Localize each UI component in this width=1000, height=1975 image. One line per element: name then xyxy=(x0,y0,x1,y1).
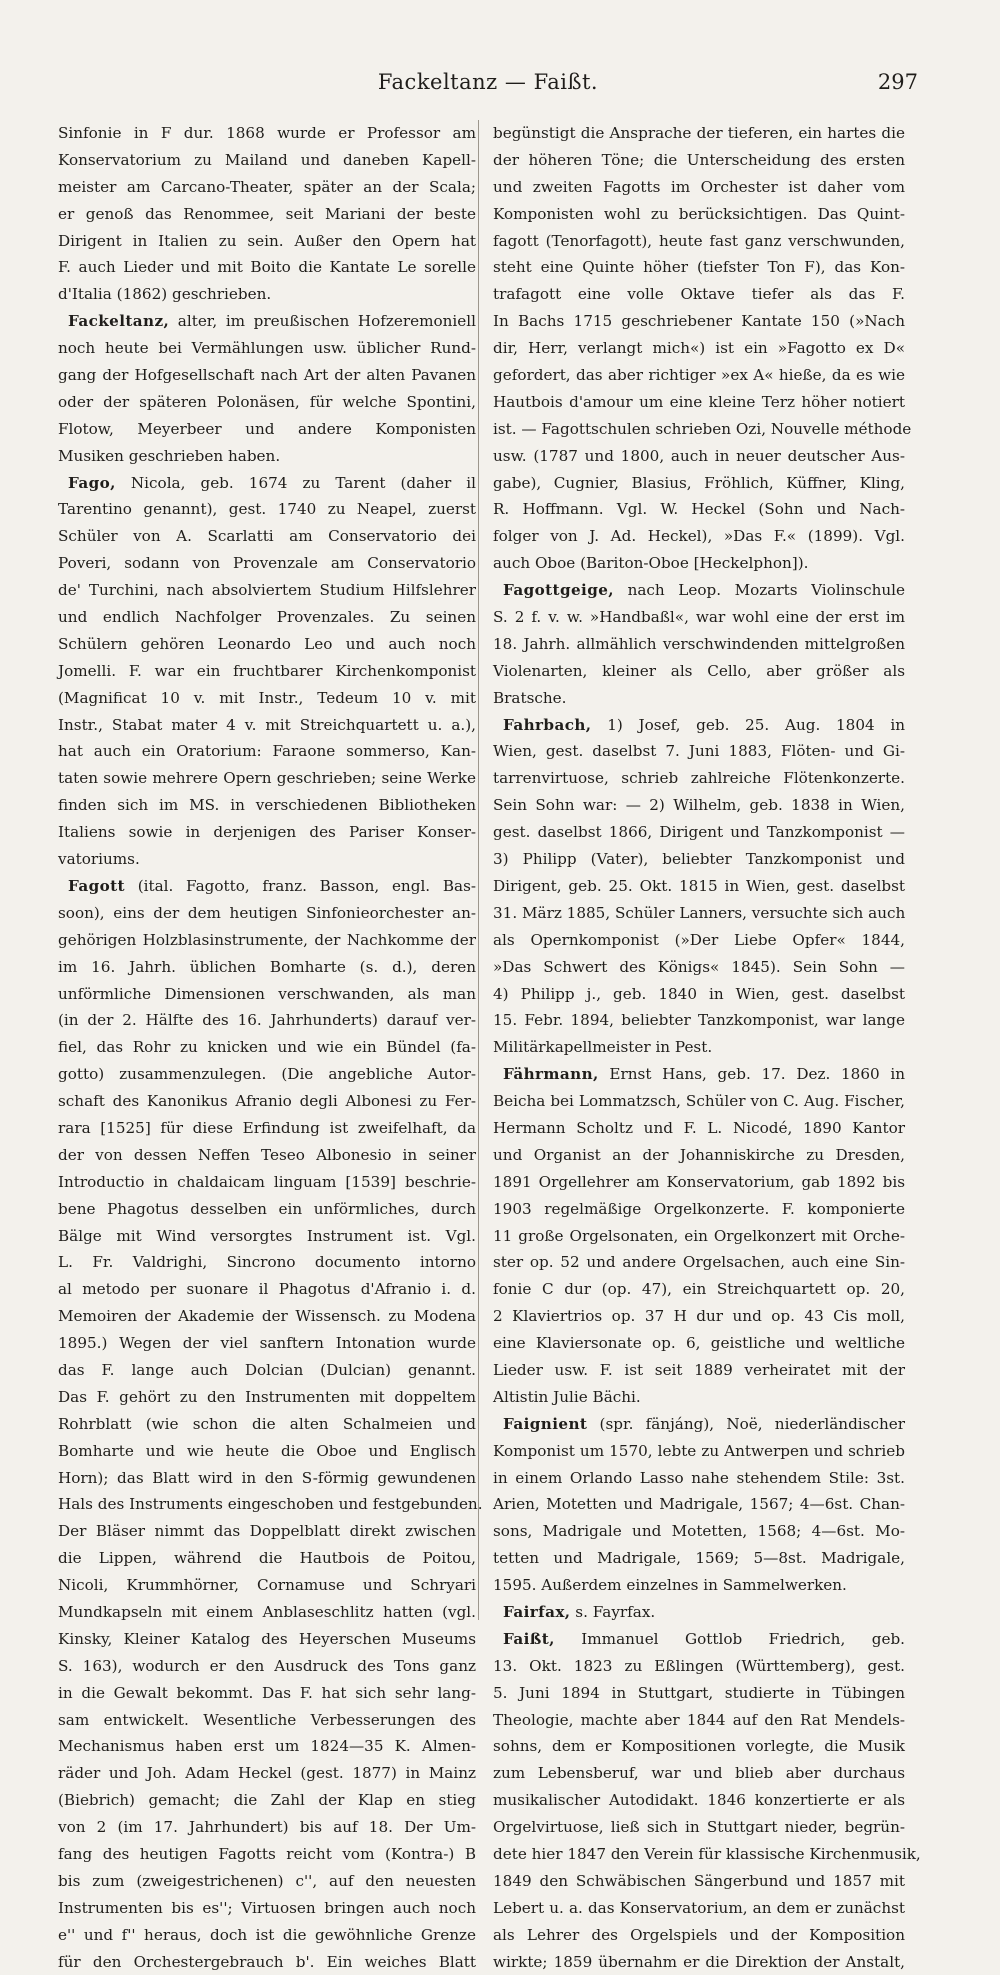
text-line xyxy=(58,1330,476,1357)
line-text: Militärkapellmeister in Pest. xyxy=(493,1038,713,1057)
line-text: Immanuel Gottlob Friedrich, geb. xyxy=(554,1629,905,1648)
line-text: und endlich Nachfolger Provenzales. Zu seinen xyxy=(58,608,476,627)
line-text: gabe), Cugnier, Blasius, Fröhlich, Küffner, Kling, xyxy=(493,473,905,492)
text-line xyxy=(58,201,476,228)
entry-first-line xyxy=(58,470,476,497)
line-text: al metodo per suonare il Phagotus d'Afranio i. d. xyxy=(58,1280,476,1299)
text-line xyxy=(58,1169,476,1196)
line-text: Beicha bei Lommatzsch, Schüler von C. Aug. Fischer, xyxy=(493,1092,905,1111)
line-text: für den Orchestergebrauch b'. Ein weiches Blatt xyxy=(58,1952,476,1971)
line-text: Kinsky, Kleiner Katalog des Heyerschen Museums xyxy=(58,1629,476,1648)
line-text: sam entwickelt. Wesentliche Verbesserungen des xyxy=(58,1710,476,1729)
text-line xyxy=(58,1465,476,1492)
text-line xyxy=(493,1115,905,1142)
headword: Fagott xyxy=(68,876,125,895)
text-line xyxy=(58,685,476,712)
line-text: alter, im preußischen Hofzeremoniell xyxy=(169,312,476,331)
page-number: 297 xyxy=(877,70,918,94)
line-text: s. Fayrfax. xyxy=(570,1602,656,1621)
line-text: bis zum (zweigestrichenen) c'', auf den neuesten xyxy=(58,1871,476,1890)
text-line xyxy=(58,362,476,389)
line-text: R. Hoffmann. Vgl. W. Heckel (Sohn und Nach- xyxy=(493,500,905,519)
line-text: schaft des Kanonikus Afranio degli Albonesi zu Fer- xyxy=(58,1092,476,1111)
line-text: Instr., Stabat mater 4 v. mit Streichquartett u. a.), xyxy=(58,715,476,734)
text-line xyxy=(58,281,476,308)
text-line xyxy=(493,1895,905,1922)
line-text: 1891 Orgellehrer am Konservatorium, gab 1892 bis xyxy=(493,1172,905,1191)
text-line xyxy=(493,1653,905,1680)
line-text: finden sich im MS. in verschiedenen Bibliotheken xyxy=(58,796,476,815)
line-text: die Lippen, während die Hautbois de Poitou, xyxy=(58,1549,476,1568)
text-line xyxy=(493,1384,905,1411)
line-text: 4) Philipp j., geb. 1840 in Wien, gest. daselbst xyxy=(493,984,905,1003)
line-text: Dirigent in Italien zu sein. Außer den Opern hat xyxy=(58,231,476,250)
text-line xyxy=(58,1868,476,1895)
text-line xyxy=(58,577,476,604)
line-text: Dirigent, geb. 25. Okt. 1815 in Wien, gest. daselbst xyxy=(493,876,905,895)
line-text: auch Oboe (Bariton-Oboe [Heckelphon]). xyxy=(493,554,809,573)
text-line xyxy=(493,658,905,685)
text-line xyxy=(58,1142,476,1169)
line-text: gefordert, das aber richtiger »ex A« hieße, da es wie xyxy=(493,366,905,385)
text-line xyxy=(58,765,476,792)
line-text: Schüler von A. Scarlatti am Conservatorio dei xyxy=(58,527,476,546)
text-line xyxy=(58,1599,476,1626)
line-text: Bratsche. xyxy=(493,688,567,707)
text-line xyxy=(493,550,905,577)
text-line xyxy=(58,120,476,147)
text-line xyxy=(493,954,905,981)
text-line xyxy=(58,631,476,658)
line-text: In Bachs 1715 geschriebener Kantate 150 (»Nach xyxy=(493,312,905,331)
line-text: im 16. Jahrh. üblichen Bomharte (s. d.), deren xyxy=(58,957,476,976)
line-text: 3) Philipp (Vater), beliebter Tanzkomponist und xyxy=(493,850,905,869)
line-text: Hermann Scholtz und F. L. Nicodé, 1890 Kantor xyxy=(493,1118,905,1137)
line-text: Komponisten wohl zu berücksichtigen. Das Quint- xyxy=(493,204,905,223)
text-line xyxy=(493,1196,905,1223)
text-line xyxy=(493,1841,921,1868)
line-text: S. 163), wodurch er den Ausdruck des Tons ganz xyxy=(58,1656,476,1675)
text-line xyxy=(58,523,476,550)
text-line xyxy=(58,1733,476,1760)
text-line xyxy=(58,658,476,685)
text-line xyxy=(58,1303,476,1330)
text-line xyxy=(58,228,476,255)
line-text: unförmliche Dimensionen verschwanden, als man xyxy=(58,984,476,1003)
line-text: 5. Juni 1894 in Stuttgart, studierte in Tübingen xyxy=(493,1683,905,1702)
line-text: 1) Josef, geb. 25. Aug. 1804 in xyxy=(591,715,905,734)
line-text: gotto) zusammenzulegen. (Die angebliche Autor- xyxy=(58,1065,476,1084)
text-line xyxy=(493,1868,905,1895)
line-text: ster op. 52 und andere Orgelsachen, auch eine Sin- xyxy=(493,1253,905,1272)
text-line xyxy=(493,685,905,712)
text-line xyxy=(58,604,476,631)
text-line xyxy=(493,819,905,846)
line-text: e'' und f'' heraus, doch ist die gewöhnliche Grenze xyxy=(58,1925,476,1944)
text-line xyxy=(493,846,905,873)
text-line xyxy=(58,147,476,174)
text-line xyxy=(58,389,476,416)
line-text: Hautbois d'amour um eine kleine Terz höher notiert xyxy=(493,392,905,411)
text-line xyxy=(493,201,905,228)
text-line xyxy=(493,1787,905,1814)
text-line xyxy=(58,1384,476,1411)
text-line xyxy=(493,738,905,765)
line-text: 11 große Orgelsonaten, ein Orgelkonzert mit Orche- xyxy=(493,1226,905,1245)
text-line xyxy=(58,981,476,1008)
line-text: Rohrblatt (wie schon die alten Schalmeien und xyxy=(58,1414,476,1433)
line-text: Nicoli, Krummhörner, Cornamuse und Schryari xyxy=(58,1576,476,1595)
text-line xyxy=(58,927,476,954)
text-line xyxy=(493,604,905,631)
entry-first-line xyxy=(493,1599,905,1626)
text-line xyxy=(58,954,476,981)
text-line xyxy=(493,1707,905,1734)
text-line xyxy=(493,228,905,255)
headword: Fago, xyxy=(68,473,116,492)
line-text: dete hier 1847 den Verein für klassische Kirchenmusik, xyxy=(493,1845,921,1863)
line-text: Bälge mit Wind versorgtes Instrument ist. Vgl. xyxy=(58,1226,476,1245)
text-line xyxy=(493,389,905,416)
text-line xyxy=(493,1922,905,1949)
text-line xyxy=(58,1196,476,1223)
text-line xyxy=(493,254,905,281)
text-line xyxy=(58,1760,476,1787)
text-line xyxy=(58,1841,476,1868)
line-text: 1849 den Schwäbischen Sängerbund und 1857 mit xyxy=(493,1871,905,1890)
text-line xyxy=(58,550,476,577)
line-text: vatoriums. xyxy=(58,850,140,869)
line-text: Italiens sowie in derjenigen des Pariser Konser- xyxy=(58,823,476,842)
line-text: bene Phagotus desselben ein unförmliches, durch xyxy=(58,1199,476,1218)
text-line xyxy=(493,120,905,147)
line-text: Wien, gest. daselbst 7. Juni 1883, Flöten- und Gi- xyxy=(493,742,905,761)
line-text: in einem Orlando Lasso nahe stehendem Stile: 3st. xyxy=(493,1468,905,1487)
right-column xyxy=(478,120,921,1971)
text-line xyxy=(493,1330,905,1357)
text-line xyxy=(58,335,476,362)
line-text: Sinfonie in F dur. 1868 wurde er Professor am xyxy=(58,124,476,142)
text-line xyxy=(493,1518,905,1545)
line-text: Konservatorium zu Mailand und daneben Kapell- xyxy=(58,150,476,169)
text-line xyxy=(493,1142,905,1169)
page-header xyxy=(58,70,918,104)
headword: Faißt, xyxy=(503,1629,555,1648)
text-line xyxy=(493,335,905,362)
line-text: oder der späteren Polonäsen, für welche Spontini, xyxy=(58,392,476,411)
line-text: Lieder usw. F. ist seit 1889 verheiratet mit der xyxy=(493,1360,905,1379)
line-text: 18. Jahrh. allmählich verschwindenden mittelgroßen xyxy=(493,634,905,653)
text-line xyxy=(58,1787,476,1814)
headword: Fährmann, xyxy=(503,1065,599,1084)
headword: Fahrbach, xyxy=(503,715,592,734)
entry-first-line xyxy=(493,712,905,739)
line-text: Schülern gehören Leonardo Leo und auch noch xyxy=(58,634,476,653)
text-line xyxy=(58,1653,476,1680)
line-text: Lebert u. a. das Konservatorium, an dem er zunächst xyxy=(493,1898,905,1917)
text-line xyxy=(58,1007,476,1034)
line-text: von 2 (im 17. Jahrhundert) bis auf 18. Der Um- xyxy=(58,1818,476,1837)
line-text: Nicola, geb. 1674 zu Tarent (daher il xyxy=(115,473,476,492)
line-text: Introductio in chaldaicam linguam [1539] beschrie- xyxy=(58,1172,476,1191)
entry-first-line xyxy=(493,1061,905,1088)
line-text: Das F. gehört zu den Instrumenten mit doppeltem xyxy=(58,1387,476,1406)
line-text: Musiken geschrieben haben. xyxy=(58,446,281,465)
line-text: 2 Klaviertrios op. 37 H dur und op. 43 Cis moll, xyxy=(493,1307,905,1326)
text-line xyxy=(58,1545,476,1572)
text-line xyxy=(493,1169,905,1196)
line-text: Altistin Julie Bächi. xyxy=(493,1387,641,1406)
text-line xyxy=(493,792,905,819)
text-line xyxy=(493,1088,905,1115)
text-line xyxy=(493,523,905,550)
line-text: nach Leop. Mozarts Violinschule xyxy=(614,581,905,600)
line-text: Mechanismus haben erst um 1824—35 K. Almen- xyxy=(58,1737,476,1756)
text-line xyxy=(58,1357,476,1384)
line-text: fagott (Tenorfagott), heute fast ganz verschwunden, xyxy=(493,231,905,250)
line-text: 31. März 1885, Schüler Lanners, versuchte sich auch xyxy=(493,903,906,922)
entry-first-line xyxy=(58,308,476,335)
line-text: (Magnificat 10 v. mit Instr., Tedeum 10 v. mit xyxy=(58,688,476,707)
text-line xyxy=(493,1438,905,1465)
line-text: soon), eins der dem heutigen Sinfonieorchester an- xyxy=(58,903,476,922)
line-text: folger von J. Ad. Heckel), »Das F.« (1899). Vgl. xyxy=(493,527,905,546)
line-text: Bomharte und wie heute die Oboe und Englisch xyxy=(58,1441,476,1460)
line-text: Jomelli. F. war ein fruchtbarer Kirchenkomponist xyxy=(58,661,476,680)
text-line xyxy=(58,738,476,765)
text-line xyxy=(493,1814,905,1841)
text-line xyxy=(493,1303,905,1330)
text-line xyxy=(493,1733,905,1760)
text-line xyxy=(58,1572,476,1599)
line-text: 1595. Außerdem einzelnes in Sammelwerken. xyxy=(493,1576,847,1595)
text-line xyxy=(493,1276,905,1303)
line-text: Der Bläser nimmt das Doppelblatt direkt zwischen xyxy=(58,1522,476,1541)
text-line xyxy=(493,900,905,927)
line-text: wirkte; 1859 übernahm er die Direktion der Anstalt, xyxy=(493,1952,905,1971)
line-text: gang der Hofgesellschaft nach Art der alten Pavanen xyxy=(58,366,476,385)
text-line xyxy=(493,1357,905,1384)
text-line xyxy=(58,1680,476,1707)
line-text: räder und Joh. Adam Heckel (gest. 1877) in Mainz xyxy=(58,1764,476,1783)
line-text: fang des heutigen Fagotts reicht vom (Kontra-) B xyxy=(58,1845,476,1863)
text-line xyxy=(58,1949,476,1975)
text-line xyxy=(58,1276,476,1303)
text-line xyxy=(58,1707,476,1734)
line-text: »Das Schwert des Königs« 1845). Sein Sohn — xyxy=(493,957,905,976)
line-text: Poveri, sodann von Provenzale am Conservatorio xyxy=(58,554,476,573)
text-line xyxy=(58,1895,476,1922)
left-column xyxy=(58,120,483,1971)
text-line xyxy=(58,1922,476,1949)
line-text: als Lehrer des Orgelspiels und der Komposition xyxy=(493,1925,905,1944)
text-line xyxy=(58,1115,476,1142)
text-line xyxy=(493,362,905,389)
text-line xyxy=(493,927,905,954)
running-title: Fackeltanz — Faißt. xyxy=(377,70,599,94)
text-line xyxy=(58,443,476,470)
text-line xyxy=(58,1518,476,1545)
headword: Faignient xyxy=(503,1414,588,1433)
line-text: Violenarten, kleiner als Cello, aber größer als xyxy=(493,661,905,680)
text-line xyxy=(58,254,476,281)
text-line xyxy=(493,1249,905,1276)
line-text: tetten und Madrigale, 1569; 5—8st. Madrigale, xyxy=(493,1549,905,1568)
text-line xyxy=(493,631,905,658)
line-text: steht eine Quinte höher (tiefster Ton F), das Kon- xyxy=(493,258,905,277)
text-line xyxy=(58,712,476,739)
line-text: noch heute bei Vermählungen usw. üblicher Rund- xyxy=(58,339,476,358)
text-line xyxy=(493,1034,905,1061)
text-line xyxy=(493,1223,905,1250)
line-text: Flotow, Meyerbeer und andere Komponisten xyxy=(58,419,476,438)
line-text: de' Turchini, nach absolviertem Studium Hilfslehrer xyxy=(58,581,476,600)
line-text: in die Gewalt bekommt. Das F. hat sich sehr lang- xyxy=(58,1683,476,1702)
line-text: tarrenvirtuose, schrieb zahlreiche Flötenkonzerte. xyxy=(493,769,905,788)
line-text: fonie C dur (op. 47), ein Streichquartett op. 20, xyxy=(493,1280,905,1299)
text-line xyxy=(493,1465,905,1492)
text-line xyxy=(58,900,476,927)
line-text: und Organist an der Johanniskirche zu Dresden, xyxy=(493,1145,905,1164)
line-text: als Opernkomponist (»Der Liebe Opfer« 1844, xyxy=(493,930,905,949)
text-line xyxy=(58,1249,476,1276)
text-line xyxy=(493,1760,905,1787)
entry-first-line xyxy=(58,873,476,900)
line-text: rara [1525] für diese Erfindung ist zweifelhaft, da xyxy=(58,1118,476,1137)
line-text: ist. — Fagottschulen schrieben Ozi, Nouvelle méthode xyxy=(493,419,912,438)
line-text: sons, Madrigale und Motetten, 1568; 4—6st. Mo- xyxy=(493,1522,905,1541)
text-line xyxy=(58,1223,476,1250)
line-text: (in der 2. Hälfte des 16. Jahrhunderts) darauf ver- xyxy=(58,1011,476,1030)
line-text: Sein Sohn war: — 2) Wilhelm, geb. 1838 in Wien, xyxy=(493,796,905,815)
text-line xyxy=(58,819,476,846)
line-text: 13. Okt. 1823 zu Eßlingen (Württemberg), gest. xyxy=(493,1656,905,1675)
line-text: 1903 regelmäßige Orgelkonzerte. F. komponierte xyxy=(493,1199,905,1218)
text-line xyxy=(58,846,476,873)
text-line xyxy=(493,1007,905,1034)
text-line xyxy=(58,792,476,819)
line-text: fiel, das Rohr zu knicken und wie ein Bündel (fa- xyxy=(58,1038,476,1057)
entry-first-line xyxy=(493,1626,905,1653)
line-text: 15. Febr. 1894, beliebter Tanzkomponist, war lange xyxy=(493,1011,905,1030)
line-text: Orgelvirtuose, ließ sich in Stuttgart nieder, begrün- xyxy=(493,1818,905,1837)
text-line xyxy=(58,1088,476,1115)
line-text: Theologie, machte aber 1844 auf den Rat Mendels- xyxy=(493,1710,905,1729)
entry-first-line xyxy=(493,577,905,604)
line-text: zum Lebensberuf, war und blieb aber durchaus xyxy=(493,1764,905,1783)
text-line xyxy=(58,1626,476,1653)
text-line xyxy=(493,1572,905,1599)
line-text: gehörigen Holzblasinstrumente, der Nachkomme der xyxy=(58,930,476,949)
text-line xyxy=(493,1949,905,1975)
line-text: (ital. Fagotto, franz. Basson, engl. Bas- xyxy=(124,876,476,895)
line-text: (spr. fänjáng), Noë, niederländischer xyxy=(587,1414,905,1433)
headword: Fairfax, xyxy=(503,1602,571,1621)
line-text: das F. lange auch Dolcian (Dulcian) genannt. xyxy=(58,1360,476,1379)
entry-first-line xyxy=(493,1411,905,1438)
text-line xyxy=(58,496,476,523)
text-line xyxy=(493,765,905,792)
line-text: Ernst Hans, geb. 17. Dez. 1860 in xyxy=(598,1065,905,1084)
line-text: hat auch ein Oratorium: Faraone sommerso, Kan- xyxy=(58,742,476,761)
line-text: sohns, dem er Kompositionen vorlegte, die Musik xyxy=(493,1737,905,1756)
line-text: Mundkapseln mit einem Anblaseschlitz hatten (vgl. xyxy=(58,1602,476,1621)
line-text: (Biebrich) gemacht; die Zahl der Klap en stieg xyxy=(58,1791,476,1810)
line-text: S. 2 f. v. w. »Handbaßl«, war wohl eine der erst im xyxy=(493,608,905,627)
line-text: usw. (1787 und 1800, auch in neuer deutscher Aus- xyxy=(493,446,905,465)
line-text: musikalischer Autodidakt. 1846 konzertierte er als xyxy=(493,1791,905,1810)
text-line xyxy=(58,1061,476,1088)
line-text: Memoiren der Akademie der Wissensch. zu Modena xyxy=(58,1307,476,1326)
text-line xyxy=(58,1814,476,1841)
line-text: Horn); das Blatt wird in den S-förmig gewundenen xyxy=(58,1468,476,1487)
text-line xyxy=(58,416,476,443)
line-text: dir, Herr, verlangt mich«) ist ein »Fagotto ex D« xyxy=(493,339,905,358)
line-text: der von dessen Neffen Teseo Albonesio in seiner xyxy=(58,1145,476,1164)
line-text: der höheren Töne; die Unterscheidung des ersten xyxy=(493,150,905,169)
text-line xyxy=(493,1680,905,1707)
text-line xyxy=(493,873,905,900)
text-line xyxy=(493,281,905,308)
line-text: L. Fr. Valdrighi, Sincrono documento intorno xyxy=(58,1253,476,1272)
line-text: meister am Carcano-Theater, später an der Scala; xyxy=(58,177,476,196)
line-text: trafagott eine volle Oktave tiefer als das F. xyxy=(493,285,905,304)
headword: Fackeltanz, xyxy=(68,312,170,331)
line-text: gest. daselbst 1866, Dirigent und Tanzkomponist — xyxy=(493,823,905,842)
text-line xyxy=(493,174,905,201)
line-text: d'Italia (1862) geschrieben. xyxy=(58,285,272,304)
headword: Fagottgeige, xyxy=(503,581,614,600)
text-line xyxy=(493,1545,905,1572)
text-line xyxy=(493,1491,905,1518)
line-text: Tarentino genannt), gest. 1740 zu Neapel, zuerst xyxy=(58,500,476,519)
text-line xyxy=(493,496,905,523)
line-text: Hals des Instruments eingeschoben und festgebunden. xyxy=(58,1495,483,1514)
line-text: Arien, Motetten und Madrigale, 1567; 4—6st. Chan- xyxy=(493,1495,905,1514)
line-text: F. auch Lieder und mit Boito die Kantate Le sorelle xyxy=(58,258,476,277)
text-line xyxy=(58,1491,483,1518)
text-line xyxy=(493,981,905,1008)
text-line xyxy=(493,416,912,443)
line-text: Instrumenten bis es''; Virtuosen bringen auch noch xyxy=(58,1898,476,1917)
line-text: taten sowie mehrere Opern geschrieben; seine Werke xyxy=(58,769,476,788)
text-line xyxy=(493,308,905,335)
text-line xyxy=(58,1034,476,1061)
line-text: und zweiten Fagotts im Orchester ist daher vom xyxy=(493,177,905,196)
line-text: Komponist um 1570, lebte zu Antwerpen und schrieb xyxy=(493,1441,905,1460)
text-line xyxy=(58,1438,476,1465)
text-line xyxy=(58,1411,476,1438)
text-line xyxy=(58,174,476,201)
text-line xyxy=(493,470,905,497)
line-text: 1895.) Wegen der viel sanftern Intonation wurde xyxy=(58,1334,476,1353)
line-text: eine Klaviersonate op. 6, geistliche und weltliche xyxy=(493,1334,905,1353)
line-text: begünstigt die Ansprache der tieferen, ein hartes die xyxy=(493,124,905,142)
line-text: er genoß das Renommee, seit Mariani der beste xyxy=(58,204,476,223)
text-line xyxy=(493,443,905,470)
text-line xyxy=(493,147,905,174)
